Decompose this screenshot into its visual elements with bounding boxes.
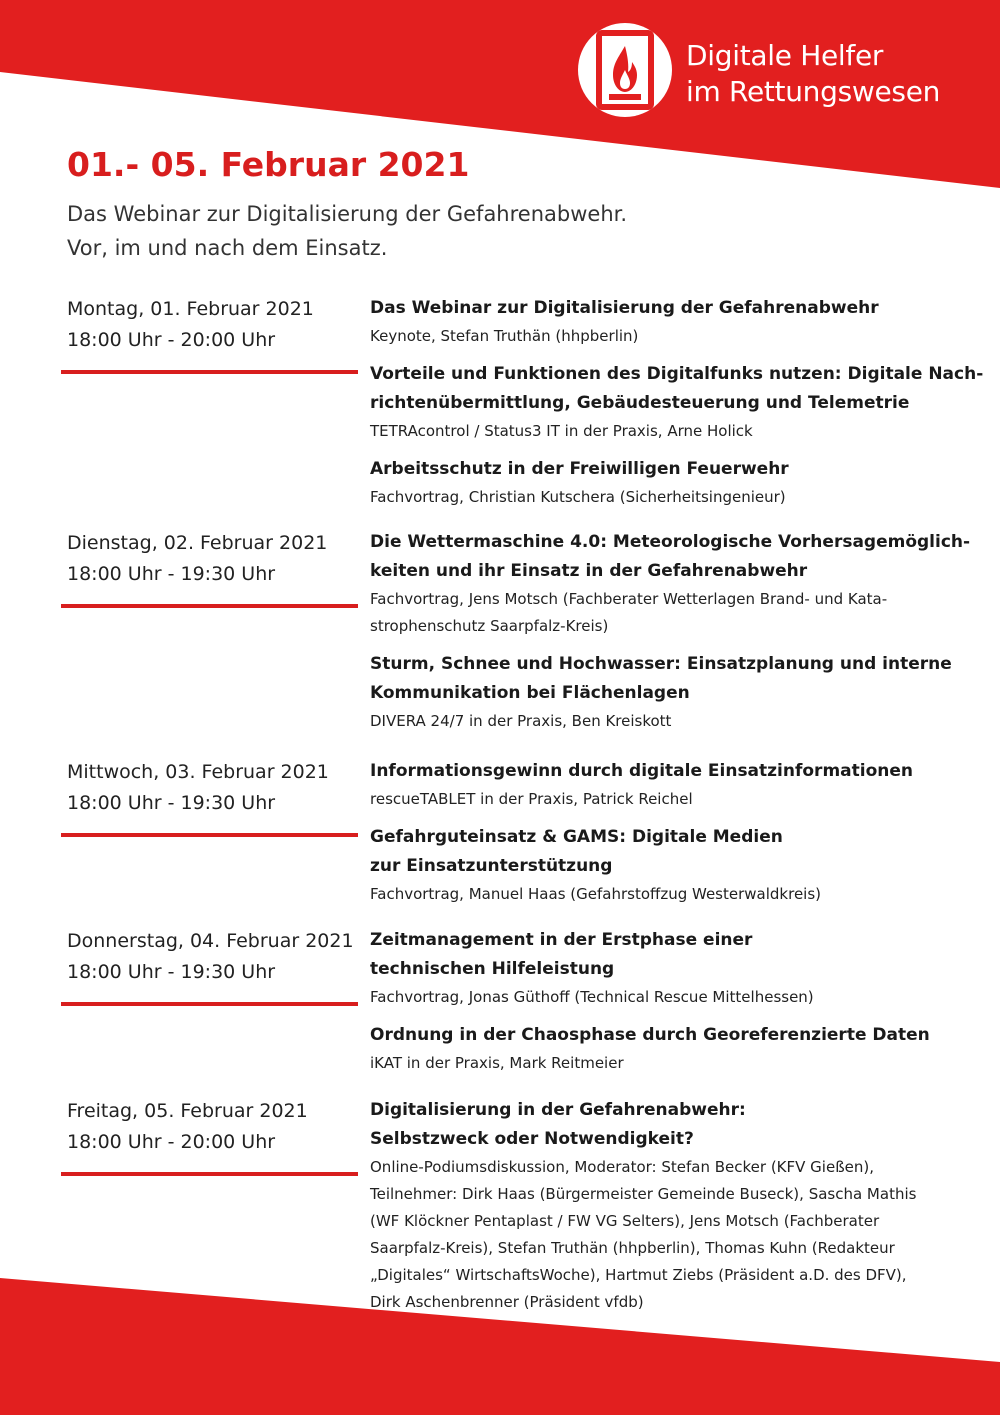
session-title-line: Sturm, Schnee und Hochwasser: Einsatzplanung und interne [370,654,952,674]
session-detail-line: Teilnehmer: Dirk Haas (Bürgermeister Gemeinde Buseck), Sascha Mathis [370,1185,917,1203]
session-title-line: Selbstzweck oder Notwendigkeit? [370,1129,694,1149]
session-title [370,1021,945,1050]
session-item [370,455,945,511]
session-details [370,1050,945,1077]
session-details [370,984,945,1011]
day-date: Freitag, 05. Februar 2021 [67,1100,308,1122]
session-title [370,360,984,418]
session-details [370,418,945,445]
day-date: Dienstag, 02. Februar 2021 [67,532,328,554]
session-title [370,926,945,984]
session-details [370,1154,945,1316]
day-block-thursday [67,926,357,1006]
session-detail-line: DIVERA 24/7 in der Praxis, Ben Kreiskott [370,712,672,730]
session-item [370,757,945,813]
session-title [370,823,945,881]
day-block-tuesday [67,528,357,608]
session-title [370,455,945,484]
session-title-line: Vorteile und Funktionen des Digitalfunks nutzen: Digitale Nach- [370,364,984,384]
day-date: Montag, 01. Februar 2021 [67,298,314,320]
day-time: 18:00 Uhr - 19:30 Uhr [67,563,276,585]
session-detail-line: (WF Klöckner Pentaplast / FW VG Selters), Jens Motsch (Fachberater [370,1212,880,1230]
day-divider [61,833,358,837]
session-title-line: Zeitmanagement in der Erstphase einer [370,930,753,950]
session-detail-line: Dirk Aschenbrenner (Präsident vfdb) [370,1293,644,1311]
day-date: Mittwoch, 03. Februar 2021 [67,761,329,783]
session-title-line: Arbeitsschutz in der Freiwilligen Feuerwehr [370,459,789,479]
day-divider [61,1172,358,1176]
session-title-line: Das Webinar zur Digitalisierung der Gefahrenabwehr [370,298,879,318]
session-detail-line: Fachvortrag, Jens Motsch (Fachberater Wetterlagen Brand- und Kata- [370,590,888,608]
session-details [370,586,945,640]
session-detail-line: Fachvortrag, Manuel Haas (Gefahrstoffzug Westerwaldkreis) [370,885,822,903]
day-block-friday [67,1096,357,1176]
day-block-monday [67,294,357,374]
brand-line-1: Digitale Helfer [686,39,884,72]
day-time: 18:00 Uhr - 19:30 Uhr [67,961,276,983]
session-item [370,650,952,735]
session-details [370,786,945,813]
session-detail-line: Saarpfalz-Kreis), Stefan Truthän (hhpberlin), Thomas Kuhn (Redakteur [370,1239,895,1257]
session-title-line: keiten und ihr Einsatz in der Gefahrenabwehr [370,561,808,581]
session-item [370,823,945,908]
brand-name [686,38,940,110]
session-detail-line: TETRAcontrol / Status3 IT in der Praxis, Arne Holick [370,422,753,440]
session-item [370,926,945,1011]
session-details [370,708,945,735]
session-details [370,484,945,511]
subtitle-line-1: Das Webinar zur Digitalisierung der Gefahrenabwehr. [67,202,628,226]
session-title-line: technischen Hilfeleistung [370,959,615,979]
session-title-line: Ordnung in der Chaosphase durch Georeferenzierte Daten [370,1025,930,1045]
brand-line-2: im Rettungswesen [686,75,941,108]
day-time: 18:00 Uhr - 20:00 Uhr [67,1131,276,1153]
session-title-line: Gefahrguteinsatz & GAMS: Digitale Medien [370,827,783,847]
session-title [370,1096,945,1154]
day-divider [61,1002,358,1006]
session-title [370,757,945,786]
session-details [370,323,945,350]
session-title-line: zur Einsatzunterstützung [370,856,613,876]
session-detail-line: Online-Podiumsdiskussion, Moderator: Stefan Becker (KFV Gießen), [370,1158,875,1176]
session-item [370,528,971,640]
subtitle-line-2: Vor, im und nach dem Einsatz. [67,236,388,260]
session-title [370,528,971,586]
session-item [370,1096,945,1316]
session-title [370,650,952,708]
session-detail-line: Fachvortrag, Christian Kutschera (Sicherheitsingenieur) [370,488,786,506]
logo-badge [578,23,672,117]
session-item [370,1021,945,1077]
day-date: Donnerstag, 04. Februar 2021 [67,930,354,952]
session-detail-line: „Digitales“ WirtschaftsWoche), Hartmut Ziebs (Präsident a.D. des DFV), [370,1266,907,1284]
session-detail-line: Fachvortrag, Jonas Güthoff (Technical Rescue Mittelhessen) [370,988,814,1006]
day-block-wednesday [67,757,357,837]
session-title-line: Kommunikation bei Flächenlagen [370,683,690,703]
session-title-line: Informationsgewinn durch digitale Einsatzinformationen [370,761,913,781]
session-detail-line: rescueTABLET in der Praxis, Patrick Reichel [370,790,693,808]
day-divider [61,604,358,608]
session-detail-line: iKAT in der Praxis, Mark Reitmeier [370,1054,624,1072]
session-item [370,360,984,445]
page-title: 01.- 05. Februar 2021 [67,145,470,184]
session-detail-line: strophenschutz Saarpfalz-Kreis) [370,617,609,635]
day-time: 18:00 Uhr - 20:00 Uhr [67,329,276,351]
session-title [370,294,945,323]
session-detail-line: Keynote, Stefan Truthän (hhpberlin) [370,327,639,345]
page-subtitle [67,197,627,265]
day-divider [61,370,358,374]
session-title-line: richtenübermittlung, Gebäudesteuerung und Telemetrie [370,393,910,413]
flame-tablet-icon [594,30,656,110]
session-title-line: Die Wettermaschine 4.0: Meteorologische Vorhersagemöglich- [370,532,971,552]
session-details [370,881,945,908]
session-title-line: Digitalisierung in der Gefahrenabwehr: [370,1100,746,1120]
session-item [370,294,945,350]
day-time: 18:00 Uhr - 19:30 Uhr [67,792,276,814]
